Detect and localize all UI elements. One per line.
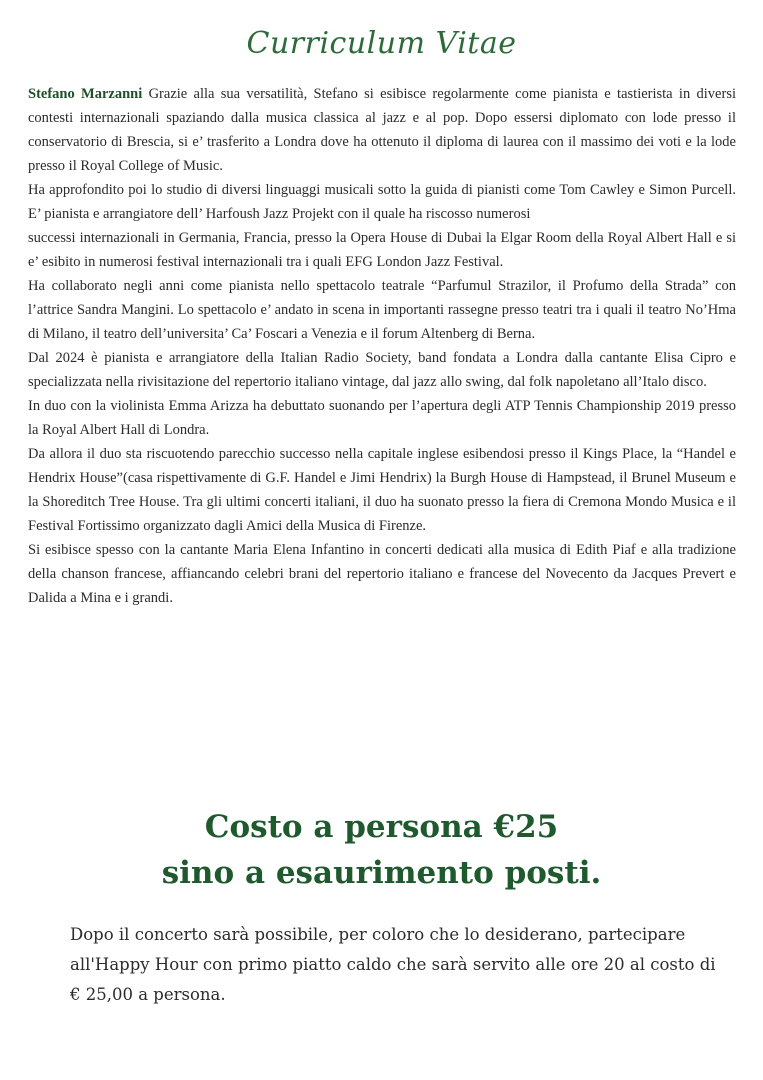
bio-paragraph-4: Dal 2024 è pianista e arrangiatore della Italian Radio Society, band fondata a Londra dalla cantante Elisa Cipro e specializzata nella rivisitazione del repertorio italiano vintage, dal jazz allo swing, dal folk napoletano all’Italo disco.: [28, 350, 736, 390]
bio-paragraph-2b: successi internazionali in Germania, Francia, presso la Opera House di Dubai la Elgar Room della Royal Albert Hall e si e’ esibito in numerosi festival internazionali tra i quali EFG London Jazz Festival.: [28, 230, 736, 270]
price-line-1: Costo a persona €25: [204, 809, 559, 845]
bio-paragraph-5: In duo con la violinista Emma Arizza ha debuttato suonando per l’apertura degli ATP Tennis Championship 2019 presso la Royal Albert Hall di Londra.: [28, 398, 736, 438]
price-heading: [0, 804, 763, 896]
price-line-2: sino a esaurimento posti.: [161, 855, 602, 891]
happy-hour-note: Dopo il concerto sarà possibile, per coloro che lo desiderano, partecipare all'Happy Hour con primo piatto caldo che sarà servito alle ore 20 al costo di € 25,00 a persona.: [70, 925, 716, 1004]
bio-paragraph-6: Da allora il duo sta riscuotendo parecchio successo nella capitale inglese esibendosi presso il Kings Place, la “Handel e Hendrix House”(casa rispettivamente di G.F. Handel e Jimi Hendrix) la Burgh House di Hampstead, il Brunel Museum e la Shoreditch Tree House. Tra gli ultimi concerti italiani, il duo ha suonato presso la fiera di Cremona Mondo Musica e il Festival Fortissimo organizzato dagli Amici della Musica di Firenze.: [28, 446, 736, 534]
artist-name: Stefano Marzanni: [28, 86, 143, 102]
bio-paragraph-7: Si esibisce spesso con la cantante Maria Elena Infantino in concerti dedicati alla musica di Edith Piaf e alla tradizione della chanson francese, affiancando celebri brani del repertorio italiano e francese del Novecento da Jacques Prevert e Dalida a Mina e i grandi.: [28, 542, 736, 606]
page-title: Curriculum Vitae: [246, 26, 517, 61]
bio-paragraph-1: [28, 82, 736, 178]
bio-paragraph-3: Ha collaborato negli anni come pianista nello spettacolo teatrale “Parfumul Strazilor, il Profumo della Strada” con l’attrice Sandra Mangini. Lo spettacolo e’ andato in scena in importanti rassegne presso teatri tra i quali il teatro No’Hma di Milano, il teatro dell’universita’ Ca’ Foscari a Venezia e il forum Altenberg di Berna.: [28, 278, 736, 342]
biography: [28, 82, 736, 610]
bio-intro: Grazie alla sua versatilità, Stefano si esibisce regolarmente come pianista e tastierista in diversi contesti internazionali spaziando dalla musica classica al jazz e al pop. Dopo essersi diplomato con lode presso il conservatorio di Brescia, si e’ trasferito a Londra dove ha ottenuto il diploma di laurea con il massimo dei voti e la lode presso il Royal College of Music.: [28, 86, 736, 174]
bio-paragraph-2a: Ha approfondito poi lo studio di diversi linguaggi musicali sotto la guida di pianisti come Tom Cawley e Simon Purcell. E’ pianista e arrangiatore dell’ Harfoush Jazz Projekt con il quale ha riscosso numerosi: [28, 182, 736, 222]
